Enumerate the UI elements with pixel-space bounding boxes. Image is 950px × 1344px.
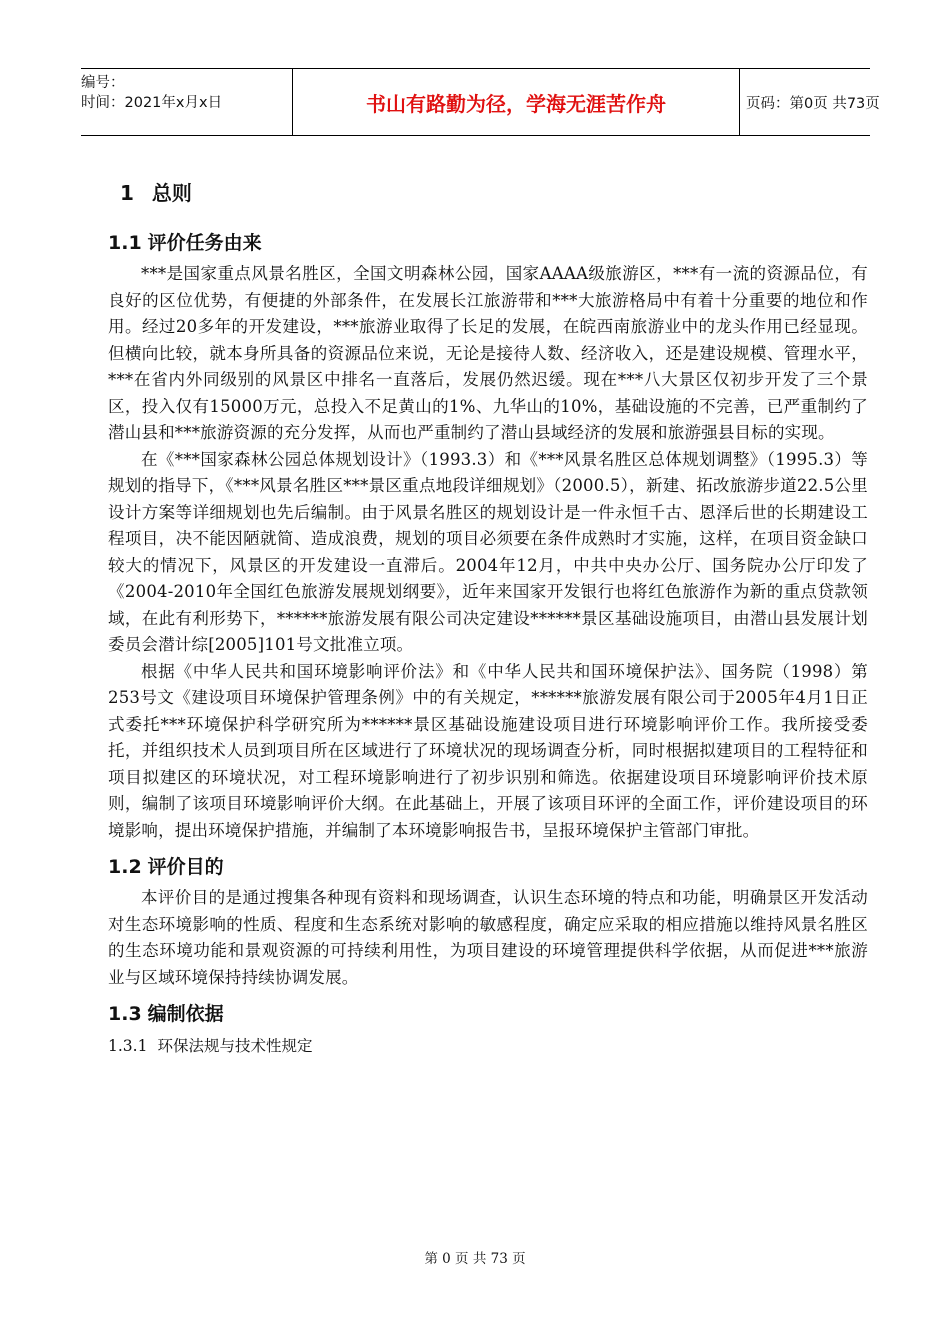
body-paragraph: 本评价目的是通过搜集各种现有资料和现场调查，认识生态环境的特点和功能，明确景区开发活动对生态环境影响的性质、程度和生态系统对影响的敏感程度，确定应采取的相应措施以维持风景名胜区的生态环境功能和景观资源的可持续利用性，为项目建设的环境管理提供科学依据，从而促进***旅游业与区域环境保持持续协调发展。 [108, 888, 868, 987]
document-body [108, 172, 868, 1060]
page-header [81, 68, 880, 136]
section-number: 1.3 [108, 1003, 142, 1025]
document-number: 编号： [81, 75, 125, 91]
body-paragraph: 根据《中华人民共和国环境影响评价法》和《中华人民共和国环境保护法》、国务院（1998）第253号文《建设项目环境保护管理条例》中的有关规定，******旅游发展有限公司于2005年4月1日正式委托***环境保护科学研究所为******景区基础设施建设项目进行环境影响评价工作。我所接受委托，并组织技术人员到项目所在区域进行了环境状况的现场调查分析，同时根据拟建项目的工程特征和项目拟建区的环境状况，对工程环境影响进行了初步识别和筛选。依据建设项目环境影响评价技术原则，编制了该项目环境影响评价大纲。在此基础上，开展了该项目环评的全面工作，评价建设项目的环境影响，提出环境保护措施，并编制了本环境影响报告书，呈报环境保护主管部门审批。 [108, 661, 868, 840]
chapter-title: 总则 [151, 181, 192, 205]
subsection-heading [108, 1032, 868, 1060]
header-meta [81, 69, 292, 135]
section-number: 1.2 [108, 856, 142, 878]
section-title: 评价任务由来 [147, 232, 262, 254]
section-heading [108, 999, 868, 1026]
page-footer: 第 0 页 共 73 页 [424, 1251, 526, 1267]
body-paragraph: ***是国家重点风景名胜区，全国文明森林公园，国家AAAA级旅游区，***有一流的资源品位，有良好的区位优势，有便捷的外部条件，在发展长江旅游带和***大旅游格局中有着十分重要的地位和作用。经过20多年的开发建设，***旅游业取得了长足的发展，在皖西南旅游业中的龙头作用已经显现。但横向比较，就本身所具备的资源品位来说，无论是接待人数、经济收入，还是建设规模、管理水平，***在省内外同级别的风景区中排名一直落后，发展仍然迟缓。现在***八大景区仅初步开发了三个景区，投入仅有15000万元，总投入不足黄山的1%、九华山的10%，基础设施的不完善，已严重制约了潜山县和***旅游资源的充分发挥，从而也严重制约了潜山县域经济的发展和旅游强县目标的实现。 [108, 264, 868, 442]
chapter-heading [120, 177, 868, 206]
section-number: 1.1 [108, 232, 142, 254]
body-paragraph: 在《***国家森林公园总体规划设计》（1993.3）和《***风景名胜区总体规划调整》（1995.3）等规划的指导下，《***风景名胜区***景区重点地段详细规划》（2000.5），新建、拓改旅游步道22.5公里设计方案等详细规划也先后编制。由于风景名胜区的规划设计是一件永恒千古、恩泽后世的长期建设工程项目，决不能因陋就简、造成浪费，规划的项目必须要在条件成熟时才实施，这样，在项目资金缺口较大的情况下，风景区的开发建设一直滞后。2004年12月，中共中央办公厅、国务院办公厅印发了《2004-2010年全国红色旅游发展规划纲要》，近年来国家开发银行也将红色旅游作为新的重点贷款领域，在此有利形势下，******旅游发展有限公司决定建设******景区基础设施项目，由潜山县发展计划委员会潜计综[2005]101号文批准立项。 [108, 449, 868, 654]
section-heading [108, 852, 868, 879]
header-motto: 书山有路勤为径，学海无涯苦作舟 [292, 69, 740, 135]
section-heading [108, 228, 868, 255]
section-title: 评价目的 [147, 856, 224, 878]
header-page-info: 页码：第0页 共73页 [746, 95, 880, 112]
subsection-title: 环保法规与技术性规定 [157, 1037, 313, 1055]
chapter-number: 1 [120, 181, 134, 205]
subsection-number: 1.3.1 [108, 1037, 148, 1055]
section-title: 编制依据 [147, 1003, 224, 1025]
document-date: 时间：2021年x月x日 [81, 95, 223, 111]
